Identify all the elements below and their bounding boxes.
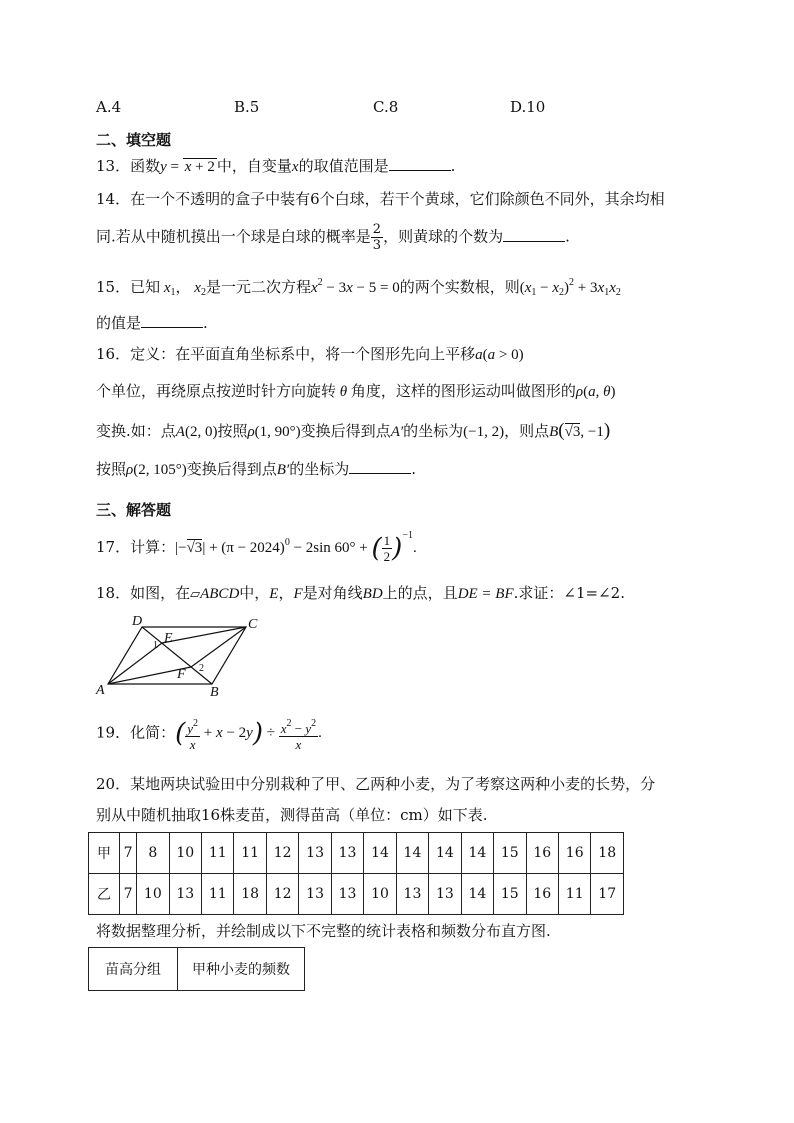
table-cell: 13 [331, 833, 363, 874]
table-cell: 13 [331, 874, 363, 915]
table-row [89, 833, 624, 874]
table-cell: 7 [120, 874, 137, 915]
question-text: 是对角线 [302, 584, 363, 602]
formula-rho-1-90: ρ(1, 90°) [247, 424, 301, 440]
question-text: 已知 [130, 278, 161, 296]
question-16-line1 [96, 343, 524, 364]
question-text: 个单位，再绕原点按逆时针方向旋转 [96, 382, 337, 400]
table-cell: 14 [429, 833, 461, 874]
question-text: 计算： [130, 538, 176, 556]
question-16-line3 [96, 420, 610, 442]
table-cell: 8 [137, 833, 169, 874]
formula-a: a(a > 0) [475, 347, 524, 363]
question-text: 的坐标为 [289, 460, 350, 478]
question-14-line1 [96, 188, 665, 209]
question-15-line2 [96, 312, 208, 333]
answer-blank[interactable] [503, 228, 565, 242]
header-frequency-jia: 甲种小麦的频数 [178, 948, 305, 991]
section-title-solutions: 三、解答题 [96, 501, 172, 519]
table-cell: 14 [364, 833, 396, 874]
question-16-line4 [96, 458, 416, 479]
question-text: 某地两块试验田中分别栽种了甲、乙两种小麦，为了考察这两种小麦的长势，分 [130, 775, 656, 793]
table-cell: 11 [202, 833, 234, 874]
point-a: A(2, 0) [175, 424, 218, 440]
label-angle-1: 1 [153, 640, 158, 651]
question-text: 如图，在 [130, 584, 191, 602]
header-group: 苗高分组 [89, 948, 178, 991]
question-text: 变换后得到点 [186, 460, 277, 478]
question-text: 别从中随机抽取16株麦苗，测得苗高（单位：cm）如下表. [96, 806, 488, 824]
question-text: 是一元二次方程 [205, 278, 311, 296]
point-b-prime: B′ [276, 462, 290, 478]
segment-label: BD [362, 586, 383, 602]
question-number: 18． [96, 584, 131, 602]
parallelogram-figure [90, 610, 270, 698]
question-20-line1 [96, 773, 655, 794]
formula-roots: $x_1$， $x_2$ [160, 280, 206, 298]
equation: DE = BF [457, 586, 514, 602]
question-number: 17． [96, 538, 131, 556]
question-number: 13． [96, 157, 131, 175]
label-f: F [177, 667, 186, 682]
row-label: 乙 [89, 874, 120, 915]
table-cell: 10 [169, 833, 201, 874]
question-text: 上的点，且 [382, 584, 458, 602]
table-cell: 14 [396, 833, 428, 874]
punctuation: . [203, 314, 208, 332]
segment-ec [162, 627, 246, 643]
variable: x [291, 159, 299, 175]
formula-rho-2-105: ρ(2, 105°) [126, 462, 187, 478]
formula-equation: $x^2 - 3x - 5 = 0$ [310, 277, 400, 296]
option-c: C.8 [373, 98, 399, 116]
question-13 [96, 155, 455, 176]
question-text: 定义：在平面直角坐标系中，将一个图形先向上平移 [130, 345, 476, 363]
table-row [89, 874, 624, 915]
point-b: B(√3, −1) [549, 420, 611, 441]
question-text: ，则黄球的个数为 [383, 227, 504, 246]
point-a-prime: A′ [390, 424, 404, 440]
question-17 [96, 530, 417, 564]
parallelogram-symbol: ▱ [190, 587, 201, 602]
answer-blank[interactable] [389, 157, 451, 171]
punctuation: . [565, 227, 570, 246]
question-text: 中， [239, 584, 270, 602]
question-text: 化简： [130, 723, 176, 742]
question-number: 15． [96, 278, 131, 296]
table-cell: 12 [266, 833, 298, 874]
question-18 [96, 582, 625, 603]
theta-symbol: θ [336, 384, 351, 400]
formula-rho: ρ(a, θ) [575, 384, 616, 400]
formula-expression: $(x_1 - x_2)^2 + 3x_1x_2$ [519, 277, 621, 298]
label-angle-2: 2 [199, 663, 204, 674]
table-cell: 17 [591, 874, 624, 915]
table-cell: 11 [234, 833, 266, 874]
table-cell: 12 [266, 874, 298, 915]
label-a: A [96, 683, 105, 698]
option-b: B.5 [234, 98, 260, 116]
section-title-fill-blank: 二、填空题 [96, 131, 172, 149]
question-text: ， [278, 584, 294, 602]
question-text: 的坐标为 [403, 422, 464, 440]
question-text: 角度，这样的图形运动叫做图形的 [350, 382, 576, 400]
table-cell: 14 [461, 874, 493, 915]
shape-name: ABCD [200, 586, 240, 602]
question-15-line1 [96, 276, 621, 298]
table-cell: 16 [526, 874, 558, 915]
fraction: $\frac{2}{3}$ [372, 222, 382, 253]
table-cell: 13 [169, 874, 201, 915]
question-text: 的取值范围是 [298, 157, 389, 175]
formula-calc: $|-√3| + (\pi - 2024)^0 - 2\sin$ 60° + ( $\frac{1}{2}$ )$^{-1}$. [175, 530, 417, 565]
group-frequency-table [88, 947, 305, 991]
label-b: B [210, 685, 219, 698]
table-cell: 15 [494, 833, 526, 874]
answer-blank[interactable] [349, 460, 411, 474]
question-text: 按照 [217, 422, 248, 440]
option-d: D.10 [510, 98, 546, 116]
question-text: 的两个实数根，则 [399, 278, 520, 296]
question-number: 19． [96, 723, 131, 742]
question-text: 在一个不透明的盒子中装有6个白球，若干个黄球，它们除颜色不同外，其余均相 [130, 190, 665, 208]
question-text: 变换.如：点 [96, 422, 176, 440]
question-number: 16． [96, 345, 131, 363]
question-20-after: 将数据整理分析，并绘制成以下不完整的统计表格和频数分布直方图. [96, 922, 551, 940]
table-cell: 11 [558, 874, 590, 915]
question-text: 的值是 [96, 314, 142, 332]
table-cell: 7 [120, 833, 137, 874]
table-cell: 10 [364, 874, 396, 915]
row-label: 甲 [89, 833, 120, 874]
table-cell: 13 [299, 833, 331, 874]
point-label: E [269, 586, 279, 602]
table-cell: 15 [494, 874, 526, 915]
question-14-line2 [96, 222, 570, 253]
table-cell: 14 [461, 833, 493, 874]
point-label: F [293, 586, 303, 602]
table-cell: 18 [591, 833, 624, 874]
option-a: A.4 [96, 98, 122, 116]
question-number: 20． [96, 775, 131, 793]
table-cell: 10 [137, 874, 169, 915]
formula-sqrt: y = x + 2 [160, 159, 215, 175]
question-text: 同.若从中随机摸出一个球是白球的概率是 [96, 227, 371, 246]
punctuation: . [450, 157, 456, 175]
question-text: 变换后得到点 [300, 422, 391, 440]
label-c: C [248, 617, 258, 632]
label-e: E [164, 631, 173, 646]
question-text: .求证：∠1=∠2. [513, 584, 625, 602]
answer-blank[interactable] [141, 314, 203, 328]
punctuation: . [411, 460, 416, 478]
table-cell: 13 [299, 874, 331, 915]
question-19 [96, 716, 322, 752]
label-d: D [132, 614, 143, 629]
table-cell: 13 [396, 874, 428, 915]
question-text: 按照 [96, 460, 127, 478]
question-number: 14． [96, 190, 131, 208]
question-16-line2 [96, 380, 615, 401]
formula-simplify: ( $\frac{y^2}{x}$ + x − 2y) ÷ $\frac{x^2 - y^2}{x}$ . [175, 718, 322, 752]
segment-fc [191, 627, 246, 667]
question-text: ，则点 [504, 422, 550, 440]
coord-a-prime: (−1, 2) [463, 424, 505, 440]
table-cell: 16 [558, 833, 590, 874]
table-cell: 16 [526, 833, 558, 874]
table-cell: 18 [234, 874, 266, 915]
question-text: 函数 [130, 157, 161, 175]
wheat-height-table [88, 832, 624, 915]
question-20-line2 [96, 804, 487, 825]
table-cell: 11 [202, 874, 234, 915]
table-cell: 13 [429, 874, 461, 915]
question-text: 中，自变量 [216, 157, 292, 175]
